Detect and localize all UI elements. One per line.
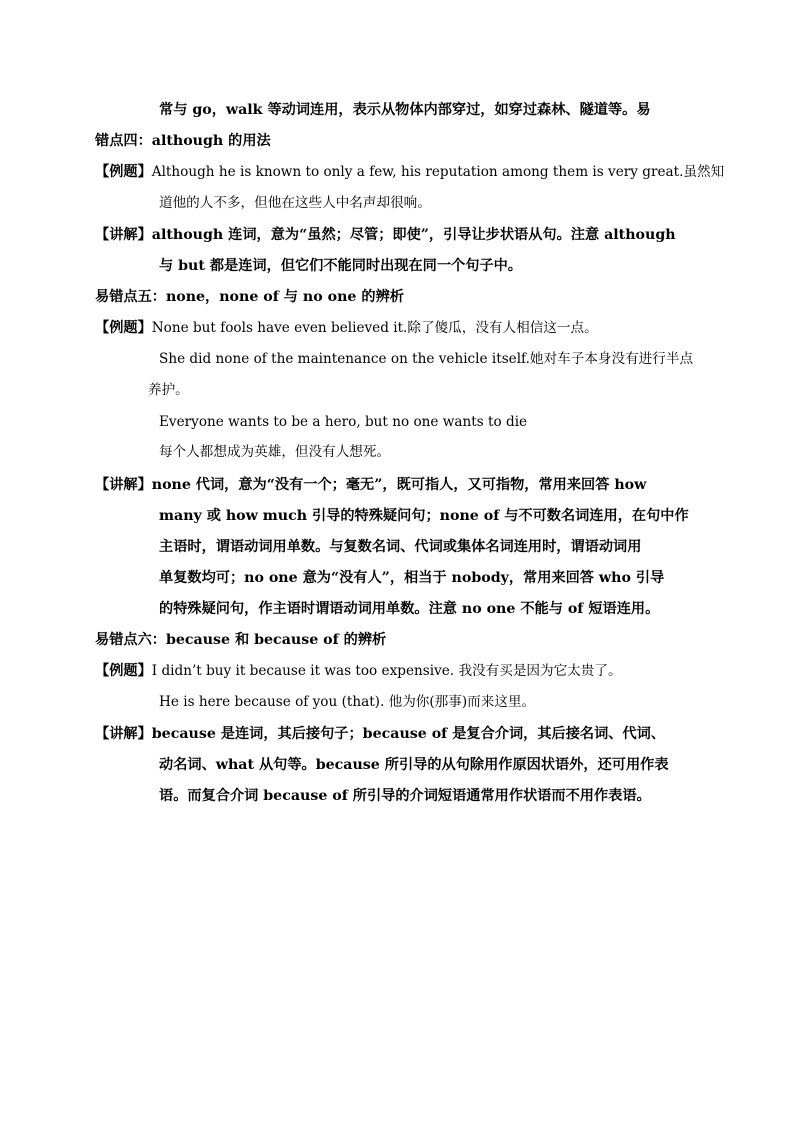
explanation-line: 【讲解】because 是连词，其后接句子；because of 是复合介词，其后接名词、代词、	[95, 726, 666, 742]
explanation-line: 【讲解】although 连词，意为“虽然；尽管；即使”，引导让步状语从句。注意 although	[95, 227, 676, 243]
explanation-line: 【讲解】none 代词，意为“没有一个；毫无”，既可指人，又可指物，常用来回答 how	[95, 477, 647, 493]
example-tag: 【例题】	[95, 320, 152, 336]
text-line: 主语时，谓语动词用单数。与复数名词、代词或集体名词连用时，谓语动词用	[159, 539, 642, 555]
text-line: 每个人都想成为英雄，但没有人想死。	[159, 444, 391, 460]
text-line: 道他的人不多，但他在这些人中名声却很响。	[159, 195, 431, 211]
section-heading: 易错点五：none，none of 与 no one 的辨析	[95, 289, 404, 305]
example-text: Although he is known to only a few, his reputation among them is very great.虽然知	[151, 164, 725, 180]
text-line: 与 but 都是连词，但它们不能同时出现在同一个句子中。	[159, 258, 522, 274]
section-heading: 错点四：although 的用法	[95, 133, 271, 149]
example-tag: 【例题】	[95, 663, 152, 679]
text-line: Everyone wants to be a hero, but no one wants to die	[159, 414, 528, 430]
example-text: None but fools have even believed it.除了傻瓜，没有人相信这一点。	[151, 320, 598, 336]
example-line	[95, 162, 724, 182]
text-line: 单复数均可；no one 意为“没有人”，相当于 nobody，常用来回答 who 引导	[159, 570, 665, 586]
example-line	[95, 318, 598, 338]
example-tag: 【例题】	[95, 164, 152, 180]
text-line: 语。而复合介词 because of 所引导的介词短语通常用作状语而不用作表语。	[159, 788, 651, 804]
text-line: He is here because of you (that). 他为你(那事)而来这里。	[159, 694, 536, 710]
text-line: 的特殊疑问句，作主语时谓语动词用单数。注意 no one 不能与 of 短语连用。	[159, 601, 660, 617]
text-line: 动名词、what 从句等。because 所引导的从句除用作原因状语外，还可用作表	[159, 757, 669, 773]
example-text: I didn’t buy it because it was too expensive. 我没有买是因为它太贵了。	[151, 663, 622, 679]
text-line: 常与 go，walk 等动词连用，表示从物体内部穿过，如穿过森林、隧道等。易	[159, 102, 651, 118]
text-line: 养护。	[148, 382, 189, 398]
text-line: She did none of the maintenance on the vehicle itself.她对车子本身没有进行半点	[159, 351, 694, 367]
section-heading: 易错点六：because 和 because of 的辨析	[95, 632, 387, 648]
example-line	[95, 661, 622, 681]
text-line: many 或 how much 引导的特殊疑问句；none of 与不可数名词连用，在句中作	[159, 508, 689, 524]
